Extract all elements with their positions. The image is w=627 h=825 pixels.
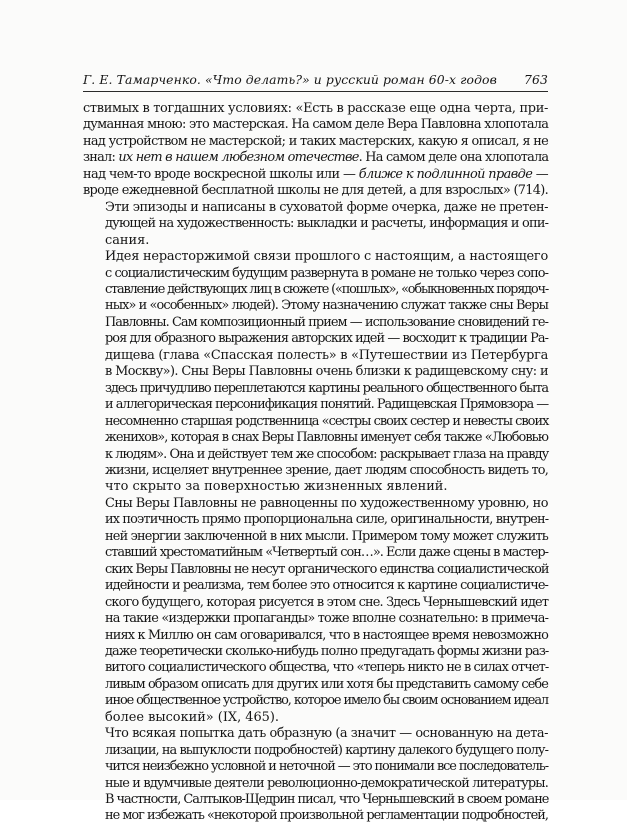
text-run: . На самом деле она хлопотала [358, 150, 549, 166]
header-rule [83, 91, 548, 92]
text-line: в Москву»). Сны Веры Павловны очень близки к радищевскому сну: и [105, 364, 549, 380]
text-line: ствимых в тогдашних условиях: «Есть в рассказе еще одна черта, при- [83, 101, 549, 116]
text-line: жизни, исцеляет внутреннее зрение, дает людям способность видеть то, [105, 462, 548, 478]
text-line: роя для образного выражения авторских идей — восходит к традиции Ра- [105, 331, 548, 347]
text-line: над устройством не мастерской; и таких мастерских, какую я описал, я не [83, 133, 549, 149]
text-line: иное общественное устройство, которое имело бы своим основанием идеал [105, 693, 548, 709]
paragraph [83, 726, 548, 825]
text-line: Павловны. Сам композиционный прием — использование сновидений ге- [105, 314, 548, 330]
text-line: ниях к Миллю он сам оговаривался, что в настоящее время невозможно [105, 627, 548, 643]
body-text [83, 101, 548, 825]
text-line: их поэтичность прямо пропорциональна силе, оригинальности, внутрен- [105, 512, 549, 528]
text-line: дующей на художественность: выкладки и расчеты, информация и опи- [105, 216, 549, 232]
text-line: несомненно старшая родственница «сестры своих сестер и невесты своих [105, 413, 549, 429]
emphasis: их нет в нашем любезном отечестве [118, 150, 359, 166]
text-line: Эти эпизоды и написаны в суховатой форме очерка, даже не претен- [105, 199, 548, 215]
text-line: и аллегорическая персонификация понятий. Радищевская Прямовзора — [105, 397, 549, 413]
text-line: чится неизбежно условной и неточной — это понимали все последователь- [105, 759, 548, 775]
emphasis: ближе к подлинной правде [358, 166, 533, 182]
paragraph [83, 101, 548, 200]
text-line: вроде ежедневной бесплатной школы не для детей, а для взрослых» (714). [83, 183, 549, 199]
text-line: ставший хрестоматийным «Четвертый сон…». Если даже сцены в мастер- [105, 545, 548, 561]
paragraph [83, 200, 548, 249]
text-line [83, 150, 548, 166]
running-head: Г. Е. Тамарченко. «Что делать?» и русский роман 60-х годов [83, 72, 497, 87]
text-line: не мог избежать «некоторой произвольной регламентации подробностей, [105, 808, 548, 824]
text-line: В частности, Салтыков-Щедрин писал, что Чернышевский в своем романе [105, 792, 549, 808]
text-run: над чем-то вроде воскресной школы или — [83, 166, 359, 182]
text-line: ставление действующих лиц в сюжете («пошлых», «обыкновенных порядоч- [105, 281, 548, 297]
text-line [83, 167, 548, 183]
text-line: что скрыто за поверхностью жизненных явлений. [105, 479, 448, 495]
page-number: 763 [524, 72, 548, 87]
text-line: здесь причудливо переплетаются картины реального общественного быта [105, 380, 548, 396]
text-line: ских Веры Павловны не несут органического единства социалистической [105, 561, 549, 577]
text-line: даже теоретически сколько-нибудь полно предугадать формы жизни раз- [105, 643, 549, 659]
page-header [83, 72, 548, 87]
text-line: ливым образом описать для других или хотя бы представить самому себе [105, 676, 548, 692]
text-line: с социалистическим будущим развернута в романе не только через сопо- [105, 265, 549, 281]
text-line: более высокий» (IX, 465). [105, 709, 280, 725]
text-run: — [532, 166, 548, 182]
text-line: сания. [105, 232, 150, 248]
text-line: лизации, на выпуклости подробностей) картину далекого будущего полу- [105, 742, 548, 758]
text-line: Идея нерасторжимой связи прошлого с настоящим, а настоящего [105, 249, 549, 265]
text-line: к людям». Она и действует тем же способом: раскрывает глаза на правду [105, 446, 549, 462]
text-line: ных» и «особенных» людей). Этому назначению служат также сны Веры [105, 298, 549, 314]
text-line: Сны Веры Павловны не равноценны по художественному уровню, но [105, 495, 548, 511]
text-line: дищева (глава «Спасская полесть» в «Путешествии из Петербурга [105, 347, 548, 363]
text-line: витого социалистического общества, что «теперь никто не в силах отчет- [105, 660, 549, 676]
text-line: думанная мною: это мастерская. На самом деле Вера Павловна хлопотала [83, 117, 549, 133]
text-line: ского будущего, которая рисуется в этом сне. Здесь Чернышевский идет [105, 594, 549, 610]
text-line: Что всякая попытка дать образную (а значит — основанную на дета- [105, 726, 548, 742]
text-line: идейности и реализма, тем более это относится к картине социалистиче- [105, 578, 548, 594]
paragraph [83, 496, 548, 726]
text-line: ней энергии заключенной в них мысли. Примером тому может служить [105, 528, 548, 544]
text-line: на такие «издержки пропаганды» тоже вполне сознательно: в примеча- [105, 611, 549, 627]
text-line: ные и вдумчивые деятели революционно-демократической литературы. [105, 775, 548, 791]
text-run: знал: [83, 150, 119, 166]
text-line: женихов», которая в снах Веры Павловны именует себя также «Любовью [105, 430, 548, 446]
paragraph [83, 249, 548, 496]
